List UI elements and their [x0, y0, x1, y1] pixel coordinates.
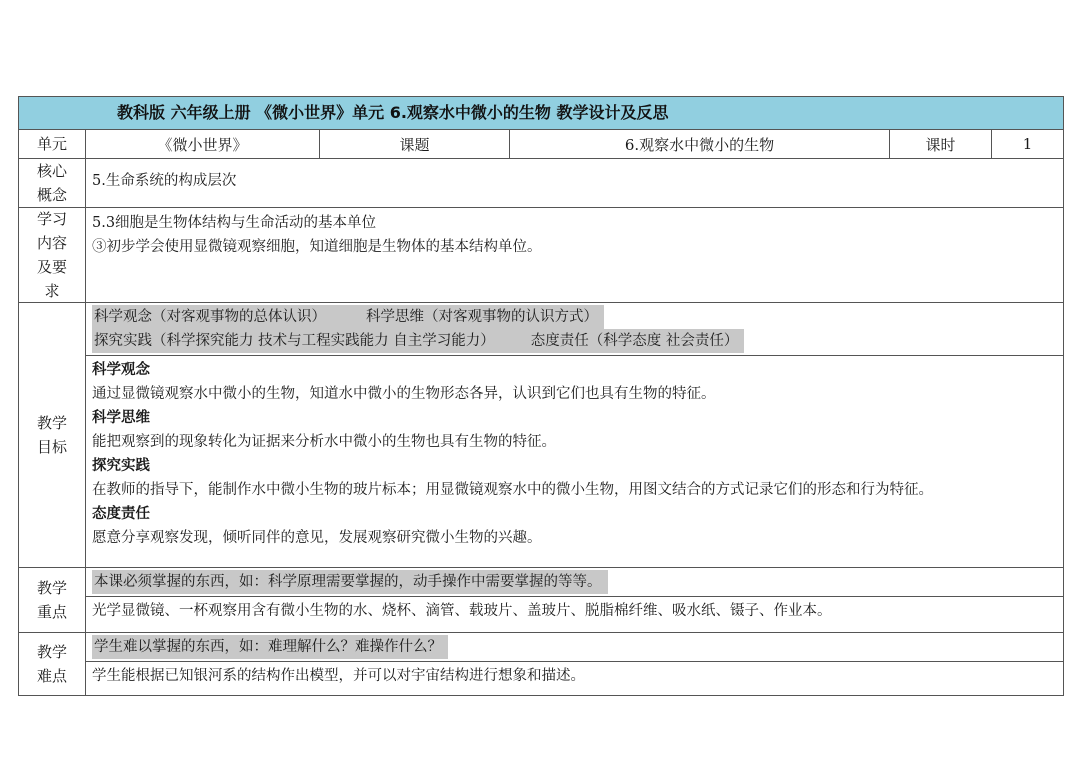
key-points-hint-row	[86, 568, 1063, 597]
key-points-row	[19, 568, 1063, 633]
learning-label	[19, 208, 86, 302]
core-concept-label	[19, 159, 86, 207]
objective-hint-1	[92, 305, 604, 329]
key-points-content	[86, 568, 1063, 632]
lesson-label: 课题	[320, 130, 510, 158]
objectives-hint-block	[86, 303, 1063, 356]
objective-text-3: 在教师的指导下，能制作水中微小生物的玻片标本；用显微镜观察水中的微小生物，用图文结合的方式记录它们的形态和行为特征。	[92, 482, 933, 498]
unit-label	[19, 130, 86, 158]
lesson-value: 6.观察水中微小的生物	[510, 130, 890, 158]
objectives-content	[86, 303, 1063, 567]
unit-label-text: 单元	[36, 135, 67, 153]
objective-hint-2	[92, 329, 744, 353]
objectives-label-text: 教学目标	[36, 414, 67, 456]
key-points-hint: 本课必须掌握的东西，如：科学原理需要掌握的，动手操作中需要掌握的等等。	[92, 570, 608, 594]
lesson-plan-table	[18, 96, 1064, 696]
objectives-detail	[86, 356, 1063, 567]
objective-text-4: 愿意分享观察发现，倾听同伴的意见，发展观察研究微小生物的兴趣。	[92, 530, 542, 546]
objective-heading-4: 态度责任	[92, 505, 150, 522]
objective-text-2: 能把观察到的现象转化为证据来分析水中微小的生物也具有生物的特征。	[92, 434, 556, 450]
objective-hint-1a: 科学观念（对客观事物的总体认识）	[94, 309, 326, 325]
learning-content	[86, 208, 1063, 302]
learning-line-2: ③初步学会使用显微镜观察细胞，知道细胞是生物体的基本结构单位。	[92, 239, 542, 255]
objective-heading-3: 探究实践	[92, 457, 150, 474]
core-concept-label-text: 核心概念	[36, 162, 67, 204]
hours-value: 1	[1022, 135, 1033, 153]
difficulties-hint: 学生难以掌握的东西，如：难理解什么？难操作什么？	[92, 635, 448, 659]
difficulties-content	[86, 633, 1063, 695]
difficulties-label-text: 教学难点	[36, 643, 67, 685]
objective-text-1: 通过显微镜观察水中微小的生物，知道水中微小的生物形态各异，认识到它们也具有生物的特征。	[92, 386, 716, 402]
objectives-label	[19, 303, 86, 567]
core-concept-text: 5.生命系统的构成层次	[92, 173, 237, 189]
core-concept-row	[19, 159, 1063, 208]
difficulties-row	[19, 633, 1063, 695]
learning-line-1: 5.3细胞是生物体结构与生命活动的基本单位	[92, 215, 377, 231]
hours-label: 课时	[890, 130, 992, 158]
key-points-label	[19, 568, 86, 632]
objective-hint-2b: 态度责任（科学态度 社会责任）	[530, 333, 739, 349]
difficulties-label	[19, 633, 86, 695]
key-points-text: 光学显微镜、一杯观察用含有微小生物的水、烧杯、滴管、载玻片、盖玻片、脱脂棉纤维、吸水纸、镊子、作业本。	[92, 603, 832, 619]
objective-hint-1b: 科学思维（对客观事物的认识方式）	[366, 309, 598, 325]
learning-row	[19, 208, 1063, 303]
learning-label-text: 学习内容及要求	[36, 210, 67, 300]
key-points-label-text: 教学重点	[36, 579, 67, 621]
objective-heading-1: 科学观念	[92, 361, 150, 378]
difficulties-text: 学生能根据已知银河系的结构作出模型，并可以对宇宙结构进行想象和描述。	[92, 668, 585, 684]
difficulties-hint-row	[86, 633, 1063, 662]
objective-hint-2a: 探究实践（科学探究能力 技术与工程实践能力 自主学习能力）	[94, 333, 495, 349]
header-row	[19, 130, 1063, 159]
objective-heading-2: 科学思维	[92, 409, 150, 426]
document-title: 教科版 六年级上册 《微小世界》单元 6.观察水中微小的生物 教学设计及反思	[19, 97, 1063, 130]
unit-value: 《微小世界》	[86, 130, 320, 158]
objectives-row	[19, 303, 1063, 568]
